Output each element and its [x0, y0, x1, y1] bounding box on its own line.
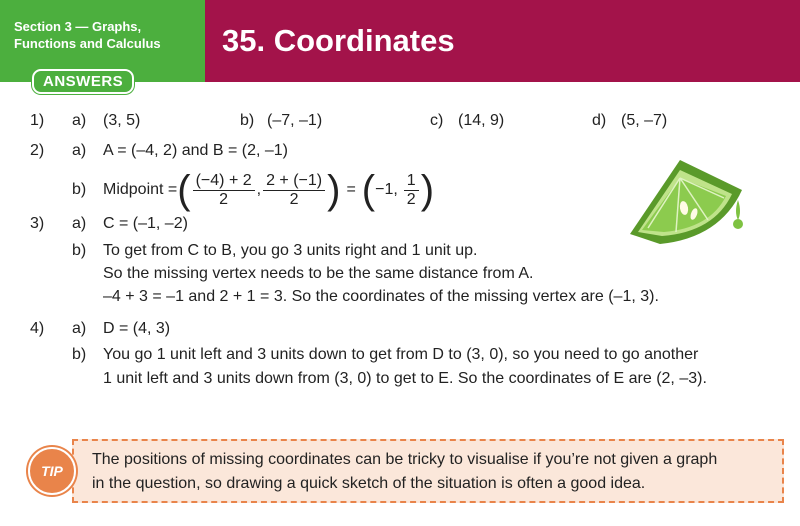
answer-4a: D = (4, 3) [103, 320, 171, 337]
answer-1-num: 1) [30, 112, 45, 129]
midpoint-fraction-x [193, 172, 255, 209]
answer-1b-label: b) [240, 112, 255, 129]
answer-2b-label: b) [72, 181, 87, 198]
answer-2a-label: a) [72, 142, 87, 159]
section-label-line1: Section 3 — Graphs, [14, 19, 142, 34]
midpoint-fraction-y [263, 172, 325, 209]
result-close-paren: ) [420, 168, 435, 212]
answer-3a-label: a) [72, 215, 87, 232]
page-title: 35. Coordinates [222, 23, 455, 58]
section-label [14, 18, 161, 52]
close-paren: ) [327, 168, 341, 212]
fraction-x-numerator: (−4) + 2 [193, 172, 255, 191]
answer-3b-line1: To get from C to B, you go 3 units right and 1 unit up. [103, 242, 478, 259]
answer-1d-label: d) [592, 112, 607, 129]
result-open-paren: ( [361, 168, 376, 212]
fraction-y-denominator: 2 [289, 190, 299, 208]
answer-1d: (5, –7) [621, 112, 668, 129]
fraction-x-denominator: 2 [219, 190, 229, 208]
answer-4b-line1: You go 1 unit left and 3 units down to get from D to (3, 0), so you need to go another [103, 346, 699, 363]
fraction-comma: , [256, 181, 262, 198]
section-label-line2: Functions and Calculus [14, 36, 161, 51]
answer-4a-label: a) [72, 320, 87, 337]
answer-3b-line2: So the missing vertex needs to be the same distance from A. [103, 265, 534, 282]
answer-1b: (–7, –1) [267, 112, 323, 129]
answer-3a: C = (–1, –2) [103, 215, 188, 232]
midpoint-result-fraction [404, 172, 419, 209]
answer-4b-label: b) [72, 346, 87, 363]
answer-1a: (3, 5) [103, 112, 141, 129]
fraction-y-numerator: 2 + (−1) [263, 172, 325, 191]
result-numerator: 1 [404, 172, 419, 191]
answer-2a: A = (–4, 2) and B = (2, –1) [103, 142, 288, 159]
answer-1c: (14, 9) [458, 112, 505, 129]
open-paren: ( [177, 168, 191, 212]
tip-badge: TIP [28, 447, 76, 495]
answer-2-num: 2) [30, 142, 45, 159]
lime-slice-icon [620, 150, 750, 250]
result-denominator: 2 [406, 190, 416, 208]
tip-text-line2: in the question, so drawing a quick sketch of the situation is often a good idea. [92, 475, 646, 492]
midpoint-expression [103, 166, 434, 214]
answer-1c-label: c) [430, 112, 444, 129]
answer-3b-label: b) [72, 242, 87, 259]
tip-text [92, 448, 772, 496]
answer-3b-line3: –4 + 3 = –1 and 2 + 1 = 3. So the coordinates of the missing vertex are (–1, 3). [103, 288, 659, 305]
midpoint-result-x: −1, [375, 181, 398, 198]
midpoint-prefix: Midpoint = [103, 181, 178, 198]
tip-text-line1: The positions of missing coordinates can be tricky to visualise if you’re not given a graph [92, 451, 718, 468]
answer-4-num: 4) [30, 320, 45, 337]
midpoint-equals: = [346, 181, 356, 198]
answers-badge: ANSWERS [32, 69, 134, 94]
answer-4b-line2: 1 unit left and 3 units down from (3, 0) to get to E. So the coordinates of E are (2, –3). [103, 370, 707, 387]
answer-3-num: 3) [30, 215, 45, 232]
answer-1a-label: a) [72, 112, 87, 129]
